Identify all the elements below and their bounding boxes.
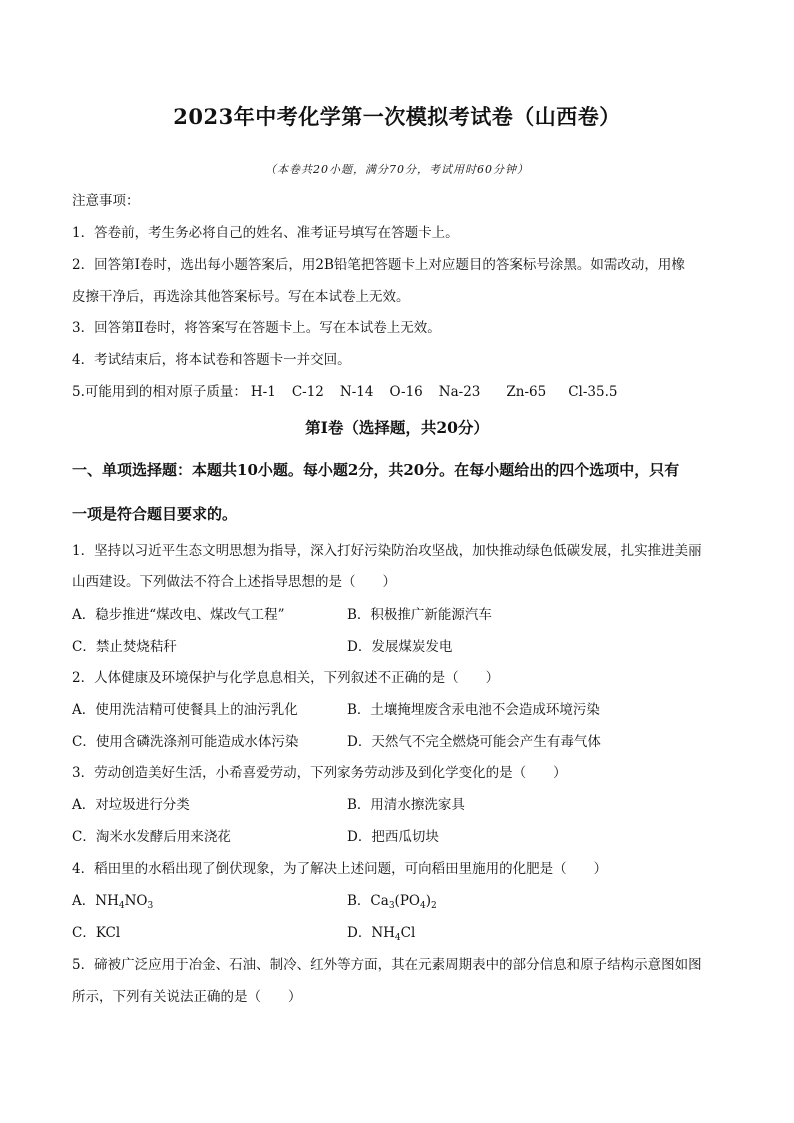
option-c: C．KCl [72, 925, 121, 941]
atomic-mass-label: 5.可能用到的相对原子质量： [72, 384, 247, 400]
option-c: C．淘米水发酵后用来浇花 [72, 829, 231, 845]
option-letter: A． [72, 893, 96, 909]
mass-na: Na-23 [438, 384, 481, 400]
note-item: 皮擦干净后，再选涂其他答案标号。写在本试卷上无效。 [72, 289, 410, 305]
mass-c: C-12 [291, 384, 324, 400]
option-a: A．对垃圾进行分类 [72, 797, 190, 813]
option-a: A．稳步推进“煤改电、煤改气工程” [72, 607, 285, 623]
option-letter: B． [347, 893, 371, 909]
option-b [347, 891, 437, 911]
note-item: 4．考试结束后，将本试卷和答题卡一并交回。 [72, 352, 351, 368]
page-subtitle: （本卷共20小题，满分70分，考试用时60分钟） [265, 163, 529, 176]
option-b: B．用清水擦洗家具 [347, 797, 465, 813]
page-title: 2023年中考化学第一次模拟考试卷（山西卷） [173, 104, 621, 129]
question-stem: 1．坚持以习近平生态文明思想为指导，深入打好污染防治攻坚战，加快推动绿色低碳发展，扎实推进美丽 [72, 543, 702, 559]
section-heading: 第Ⅰ卷（选择题，共20分） [305, 418, 489, 437]
section-instruction: 一、单项选择题：本题共10小题。每小题2分，共20分。在每小题给出的四个选项中，只有 [72, 461, 680, 479]
option-a [72, 891, 153, 911]
atomic-mass-line [72, 382, 634, 402]
option-a: A．使用洗洁精可使餐具上的油污乳化 [72, 702, 298, 718]
question-stem: 所示，下列有关说法正确的是（ ） [72, 989, 302, 1005]
mass-n: N-14 [339, 384, 374, 400]
option-d [347, 923, 415, 943]
formula-nh4no3: $NH_4NO_3$ [95, 893, 154, 911]
option-b: B．积极推广新能源汽车 [347, 607, 492, 623]
formula-nh4cl: $NH_4Cl$ [371, 925, 416, 943]
question-stem: 3．劳动创造美好生活，小希喜爱劳动，下列家务劳动涉及到化学变化的是（ ） [72, 765, 567, 781]
note-item: 2．回答第Ⅰ卷时，选出每小题答案后，用2B铅笔把答题卡上对应题目的答案标号涂黑。如需改动，用橡 [72, 257, 685, 273]
section-instruction: 一项是符合题目要求的。 [72, 505, 238, 523]
option-d: D．天然气不完全燃烧可能会产生有毒气体 [347, 734, 601, 750]
mass-zn: Zn-65 [506, 384, 547, 400]
option-b: B．土壤掩埋废含汞电池不会造成环境污染 [347, 702, 600, 718]
option-d: D．把西瓜切块 [347, 829, 439, 845]
note-item: 3．回答第Ⅱ卷时，将答案写在答题卡上。写在本试卷上无效。 [72, 320, 441, 336]
formula-ca3po42: $Ca_3(PO_4)_2$ [370, 893, 437, 911]
note-item: 1．答卷前，考生务必将自己的姓名、准考证号填写在答题卡上。 [72, 225, 459, 241]
notes-heading: 注意事项： [72, 193, 140, 209]
option-c: C．禁止焚烧秸秆 [72, 639, 177, 655]
mass-cl: Cl-35.5 [568, 384, 618, 400]
question-stem: 5．碲被广泛应用于冶金、石油、制冷、红外等方面，其在元素周期表中的部分信息和原子结构示意图如图 [72, 957, 702, 973]
question-stem: 4．稻田里的水稻出现了倒伏现象，为了解决上述问题，可向稻田里施用的化肥是（ ） [72, 861, 608, 877]
option-letter: D． [347, 925, 372, 941]
question-stem: 山西建设。下列做法不符合上述指导思想的是（ ） [72, 574, 396, 590]
option-c: C．使用含磷洗涤剂可能造成水体污染 [72, 734, 299, 750]
question-stem: 2．人体健康及环境保护与化学息息相关，下列叙述不正确的是（ ） [72, 670, 500, 686]
mass-h: H-1 [250, 384, 276, 400]
option-d: D．发展煤炭发电 [347, 639, 453, 655]
mass-o: O-16 [389, 384, 423, 400]
